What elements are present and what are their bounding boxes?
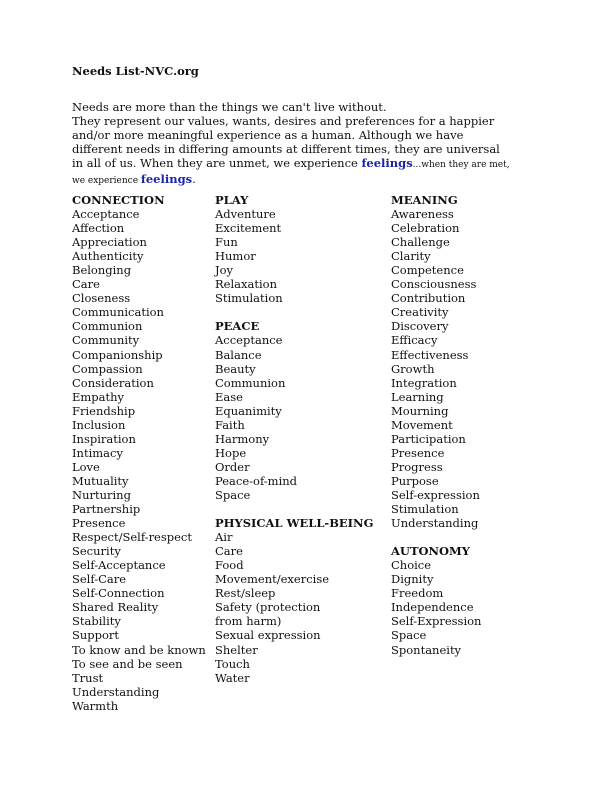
needs-column-2 — [215, 193, 385, 699]
need-item: Growth — [391, 361, 435, 376]
need-item: Self-Connection — [72, 586, 165, 601]
need-item: Beauty — [215, 361, 256, 376]
needs-list — [391, 558, 541, 656]
category-section — [215, 516, 385, 685]
need-item: Relaxation — [215, 277, 277, 292]
need-item: Empathy — [72, 389, 125, 404]
category-heading: AUTONOMY — [391, 544, 470, 559]
category-heading: MEANING — [391, 193, 458, 207]
category-section — [72, 193, 212, 713]
need-item: Compassion — [72, 361, 143, 376]
need-item: Movement/exercise — [215, 572, 330, 587]
need-item: Learning — [391, 389, 444, 404]
need-item: Competence — [391, 263, 464, 278]
need-item: Love — [72, 459, 100, 474]
need-item: Presence — [391, 445, 445, 460]
need-item: Food — [215, 558, 244, 573]
need-item: Communication — [72, 305, 164, 320]
need-item: Safety (protection from harm) — [215, 600, 321, 629]
needs-list — [215, 333, 385, 502]
need-item: Contribution — [391, 291, 466, 306]
need-item: Self-Care — [72, 572, 127, 587]
need-item: Trust — [72, 670, 104, 685]
need-item: Acceptance — [72, 207, 140, 222]
need-item: Companionship — [72, 347, 163, 362]
need-item: Touch — [215, 656, 250, 671]
need-item: Partnership — [72, 502, 141, 517]
need-item: Balance — [215, 347, 262, 362]
needs-list — [391, 207, 541, 530]
need-item: Security — [72, 544, 121, 559]
need-item: Friendship — [72, 403, 136, 418]
need-item: To know and be known — [72, 642, 206, 657]
needs-column-1 — [72, 193, 212, 727]
need-item: Self-expression — [391, 487, 480, 502]
intro-text-b: ...when they are met, we experience — [72, 160, 510, 186]
need-item: Mourning — [391, 403, 449, 418]
need-item: Self-Acceptance — [72, 558, 166, 573]
need-item: Self-Expression — [391, 614, 482, 629]
need-item: Awareness — [391, 207, 454, 222]
need-item: Independence — [391, 600, 474, 615]
need-item: Clarity — [391, 249, 431, 264]
need-item: Space — [215, 487, 251, 502]
category-section — [391, 544, 541, 656]
need-item: Peace-of-mind — [215, 473, 298, 488]
need-item: Consciousness — [391, 277, 477, 292]
need-item: Water — [215, 670, 250, 685]
need-item: Harmony — [215, 431, 270, 446]
need-item: Challenge — [391, 235, 450, 250]
need-item: Inclusion — [72, 417, 126, 432]
need-item: Effectiveness — [391, 347, 469, 362]
need-item: Ease — [215, 389, 243, 404]
category-section — [391, 193, 541, 530]
needs-list — [215, 207, 385, 305]
need-item: Movement — [391, 417, 453, 432]
need-item: Intimacy — [72, 445, 123, 460]
need-item: Hope — [215, 445, 247, 460]
need-item: Stability — [72, 614, 121, 629]
need-item: Air — [215, 530, 233, 545]
feelings-link-met[interactable]: feelings — [140, 172, 193, 186]
need-item: Dignity — [391, 572, 434, 587]
need-item: To see and be seen — [72, 656, 183, 671]
need-item: Authenticity — [72, 249, 144, 264]
need-item: Presence — [72, 516, 126, 531]
intro-body — [72, 114, 512, 188]
need-item: Rest/sleep — [215, 586, 276, 601]
need-item: Stimulation — [391, 502, 459, 517]
need-item: Inspiration — [72, 431, 136, 446]
need-item: Freedom — [391, 586, 444, 601]
need-item: Support — [72, 628, 120, 643]
need-item: Progress — [391, 459, 443, 474]
need-item: Purpose — [391, 473, 439, 488]
need-item: Warmth — [72, 698, 119, 713]
need-item: Joy — [215, 263, 234, 278]
need-item: Integration — [391, 375, 457, 390]
need-item: Communion — [215, 375, 286, 390]
need-item: Efficacy — [391, 333, 438, 348]
need-item: Nurturing — [72, 487, 131, 502]
category-heading: PHYSICAL WELL-BEING — [215, 516, 374, 531]
intro-paragraph — [72, 100, 512, 188]
need-item: Spontaneity — [391, 642, 462, 657]
category-section — [215, 193, 385, 305]
need-item: Community — [72, 333, 140, 348]
need-item: Communion — [72, 319, 143, 334]
intro-text-a: They represent our values, wants, desires and preferences for a happier and/or more meaningful experience as a human. Although we have different needs in differing amounts at different times, they are universal in all of us. When they are unmet, we experience — [72, 114, 500, 170]
need-item: Care — [215, 544, 243, 559]
need-item: Sexual expression — [215, 628, 321, 643]
need-item: Appreciation — [72, 235, 147, 250]
feelings-link-unmet[interactable]: feelings — [361, 156, 413, 170]
need-item: Affection — [72, 221, 125, 236]
need-item: Equanimity — [215, 403, 282, 418]
need-item: Understanding — [391, 516, 479, 531]
need-item: Creativity — [391, 305, 449, 320]
needs-list — [72, 207, 212, 713]
need-item: Belonging — [72, 263, 132, 278]
need-item: Care — [72, 277, 100, 292]
need-item: Humor — [215, 249, 256, 264]
need-item: Participation — [391, 431, 466, 446]
intro-line-1: Needs are more than the things we can't live without. — [72, 100, 387, 114]
need-item: Acceptance — [215, 333, 283, 348]
category-section — [215, 319, 385, 502]
need-item: Faith — [215, 417, 245, 432]
need-item: Understanding — [72, 684, 160, 699]
need-item: Stimulation — [215, 291, 283, 306]
need-item: Consideration — [72, 375, 154, 390]
intro-text-c: . — [192, 172, 196, 186]
need-item: Shared Reality — [72, 600, 159, 615]
need-item: Shelter — [215, 642, 258, 657]
category-heading: PEACE — [215, 319, 260, 334]
need-item: Celebration — [391, 221, 460, 236]
category-heading: PLAY — [215, 193, 249, 207]
need-item: Discovery — [391, 319, 449, 334]
need-item: Respect/Self-respect — [72, 530, 192, 545]
need-item: Excitement — [215, 221, 282, 236]
need-item: Space — [391, 628, 427, 643]
needs-column-3 — [391, 193, 541, 671]
need-item: Order — [215, 459, 250, 474]
needs-list — [215, 530, 385, 685]
page-title: Needs List-NVC.org — [72, 64, 199, 78]
need-item: Adventure — [215, 207, 276, 222]
need-item: Mutuality — [72, 473, 129, 488]
need-item: Closeness — [72, 291, 131, 306]
need-item: Choice — [391, 558, 432, 573]
need-item: Fun — [215, 235, 238, 250]
category-heading: CONNECTION — [72, 193, 165, 207]
